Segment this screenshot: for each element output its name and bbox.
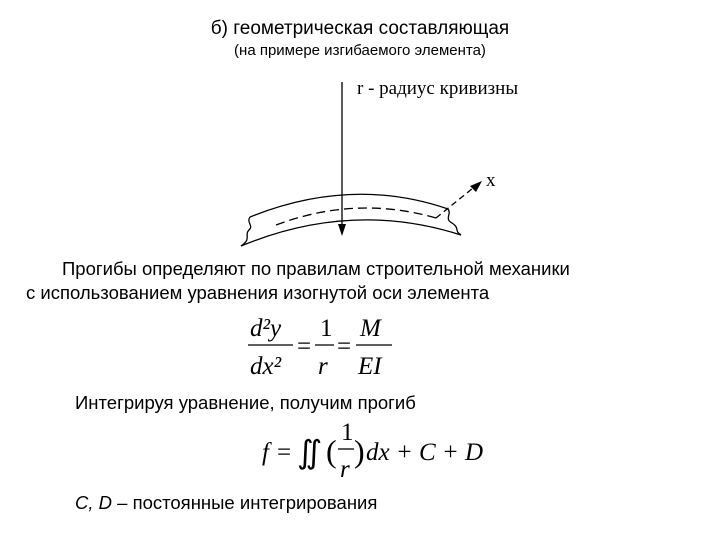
rhs-numerator: M: [360, 315, 381, 342]
mid-numerator: 1: [320, 315, 333, 342]
rhs-denominator: EI: [358, 353, 382, 380]
constants-symbols: C, D: [75, 492, 112, 513]
formula-tail: dx + C + D: [366, 439, 484, 466]
page-title: б) геометрическая составляющая: [210, 18, 510, 39]
equals-sign-1: =: [297, 333, 312, 360]
paragraph-line-1: Прогибы определяют по правилам строительной механики: [62, 258, 570, 279]
lhs-numerator: d²y: [250, 315, 282, 342]
equals-sign-3: =: [277, 439, 292, 466]
x-axis-label: x: [486, 170, 496, 191]
integrand-denominator: r: [340, 456, 350, 483]
paragraph-integration: Интегрируя уравнение, получим прогиб: [75, 392, 416, 413]
radius-label: r - радиус кривизны: [357, 78, 519, 99]
equals-sign-2: =: [337, 333, 352, 360]
open-paren: (: [326, 433, 337, 469]
paragraph-line-2: с использованием уравнения изогнутой оси элемента: [26, 282, 490, 303]
deflection-symbol: f: [262, 439, 269, 466]
page-subtitle: (на примере изгибаемого элемента): [234, 42, 486, 59]
lhs-denominator: dx²: [250, 353, 282, 380]
close-paren: ): [354, 433, 365, 469]
integrand-numerator: 1: [341, 419, 354, 446]
constants-description: – постоянные интегрирования: [112, 492, 378, 513]
double-integral-sign: ∬: [297, 434, 323, 470]
mid-denominator: r: [318, 353, 328, 380]
paragraph-constants: [75, 492, 377, 514]
